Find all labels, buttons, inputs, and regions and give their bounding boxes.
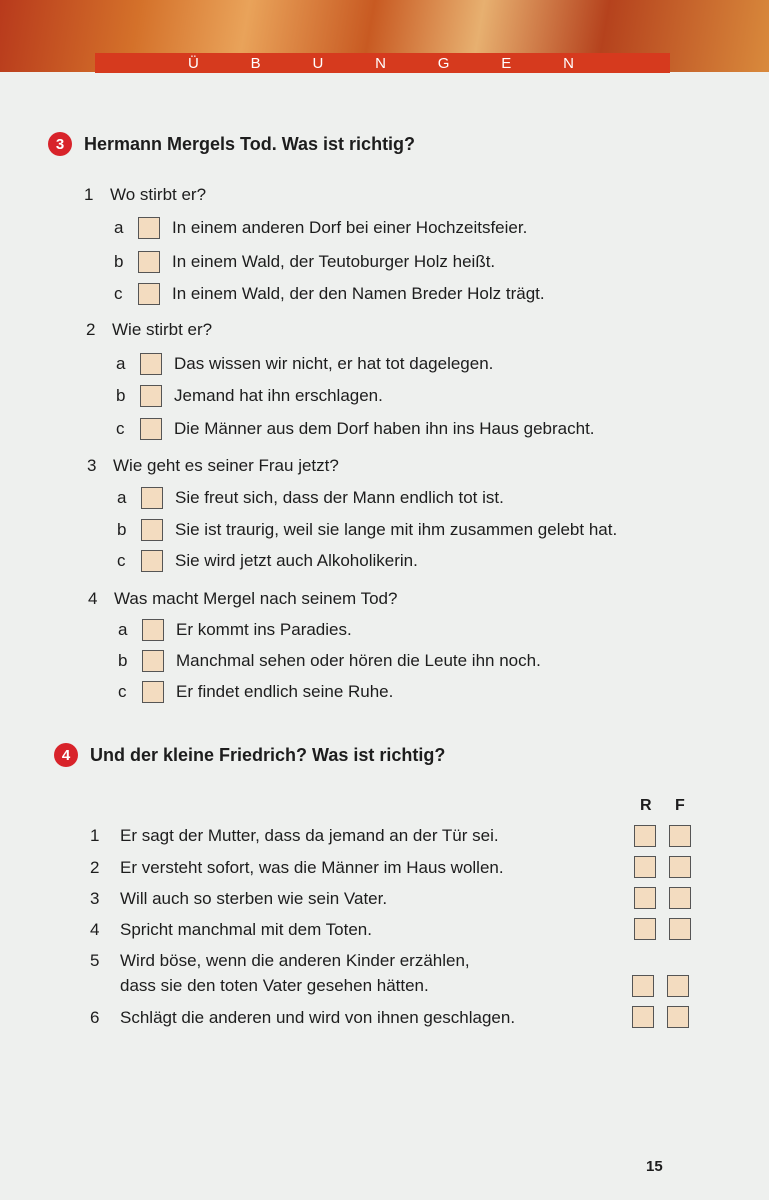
checkbox-r-2[interactable] [634, 856, 656, 878]
checkbox-r-5[interactable] [632, 975, 654, 997]
section-label-uebungen [95, 53, 670, 73]
checkbox[interactable] [140, 418, 162, 440]
column-header-falsch: F [675, 797, 685, 814]
checkbox-r-1[interactable] [634, 825, 656, 847]
option-1c[interactable]: c In einem Wald, der den Namen Breder Holz trägt. [114, 284, 545, 303]
option-2b[interactable]: b Jemand hat ihn erschlagen. [116, 386, 383, 405]
column-header-richtig: R [640, 797, 652, 814]
exercise-4-heading [54, 743, 445, 767]
option-2c[interactable]: c Die Männer aus dem Dorf haben ihn ins Haus gebracht. [116, 419, 595, 438]
header-letter: Ü [188, 54, 200, 72]
option-3c[interactable]: c Sie wird jetzt auch Alkoholikerin. [117, 551, 418, 570]
exercise-number-badge: 4 [54, 743, 78, 767]
option-4c[interactable]: c Er findet endlich seine Ruhe. [118, 682, 394, 701]
exercise-title: Und der kleine Friedrich? Was ist richtig? [90, 744, 446, 765]
option-2a[interactable]: a Das wissen wir nicht, er hat tot dagelegen. [116, 354, 494, 373]
checkbox[interactable] [140, 385, 162, 407]
header-letter: B [250, 54, 262, 72]
exercise-title: Hermann Mergels Tod. Was ist richtig? [84, 133, 416, 154]
exercise-number-badge: 3 [48, 132, 72, 156]
header-letter: N [563, 54, 575, 72]
checkbox-f-2[interactable] [669, 856, 691, 878]
exercise-3-heading [48, 132, 415, 156]
checkbox-f-1[interactable] [669, 825, 691, 847]
checkbox[interactable] [142, 650, 164, 672]
header-letter: N [375, 54, 387, 72]
checkbox[interactable] [142, 681, 164, 703]
checkbox[interactable] [141, 487, 163, 509]
page-number: 15 [646, 1158, 663, 1175]
header-letter: E [501, 54, 513, 72]
checkbox-r-4[interactable] [634, 918, 656, 940]
checkbox-f-4[interactable] [669, 918, 691, 940]
checkbox-f-3[interactable] [669, 887, 691, 909]
question-3: 3 Wie geht es seiner Frau jetzt? [87, 456, 339, 475]
checkbox[interactable] [138, 251, 160, 273]
checkbox[interactable] [141, 519, 163, 541]
checkbox[interactable] [138, 217, 160, 239]
checkbox-r-3[interactable] [634, 887, 656, 909]
option-4b[interactable]: b Manchmal sehen oder hören die Leute ihn noch. [118, 651, 541, 670]
option-4a[interactable]: a Er kommt ins Paradies. [118, 620, 352, 639]
header-letter: U [312, 54, 325, 72]
checkbox[interactable] [141, 550, 163, 572]
question-4: 4 Was macht Mergel nach seinem Tod? [88, 589, 398, 608]
checkbox[interactable] [142, 619, 164, 641]
option-1b[interactable]: b In einem Wald, der Teutoburger Holz heißt. [114, 252, 496, 271]
checkbox-r-6[interactable] [632, 1006, 654, 1028]
header-letter: G [437, 54, 451, 72]
checkbox-f-6[interactable] [667, 1006, 689, 1028]
checkbox[interactable] [138, 283, 160, 305]
option-3a[interactable]: a Sie freut sich, dass der Mann endlich tot ist. [117, 488, 504, 507]
option-3b[interactable]: b Sie ist traurig, weil sie lange mit ihm zusammen gelebt hat. [117, 520, 618, 539]
question-2: 2 Wie stirbt er? [86, 320, 213, 339]
option-1a[interactable]: a In einem anderen Dorf bei einer Hochzeitsfeier. [114, 218, 528, 237]
question-1: 1 Wo stirbt er? [84, 185, 207, 204]
checkbox[interactable] [140, 353, 162, 375]
checkbox-f-5[interactable] [667, 975, 689, 997]
